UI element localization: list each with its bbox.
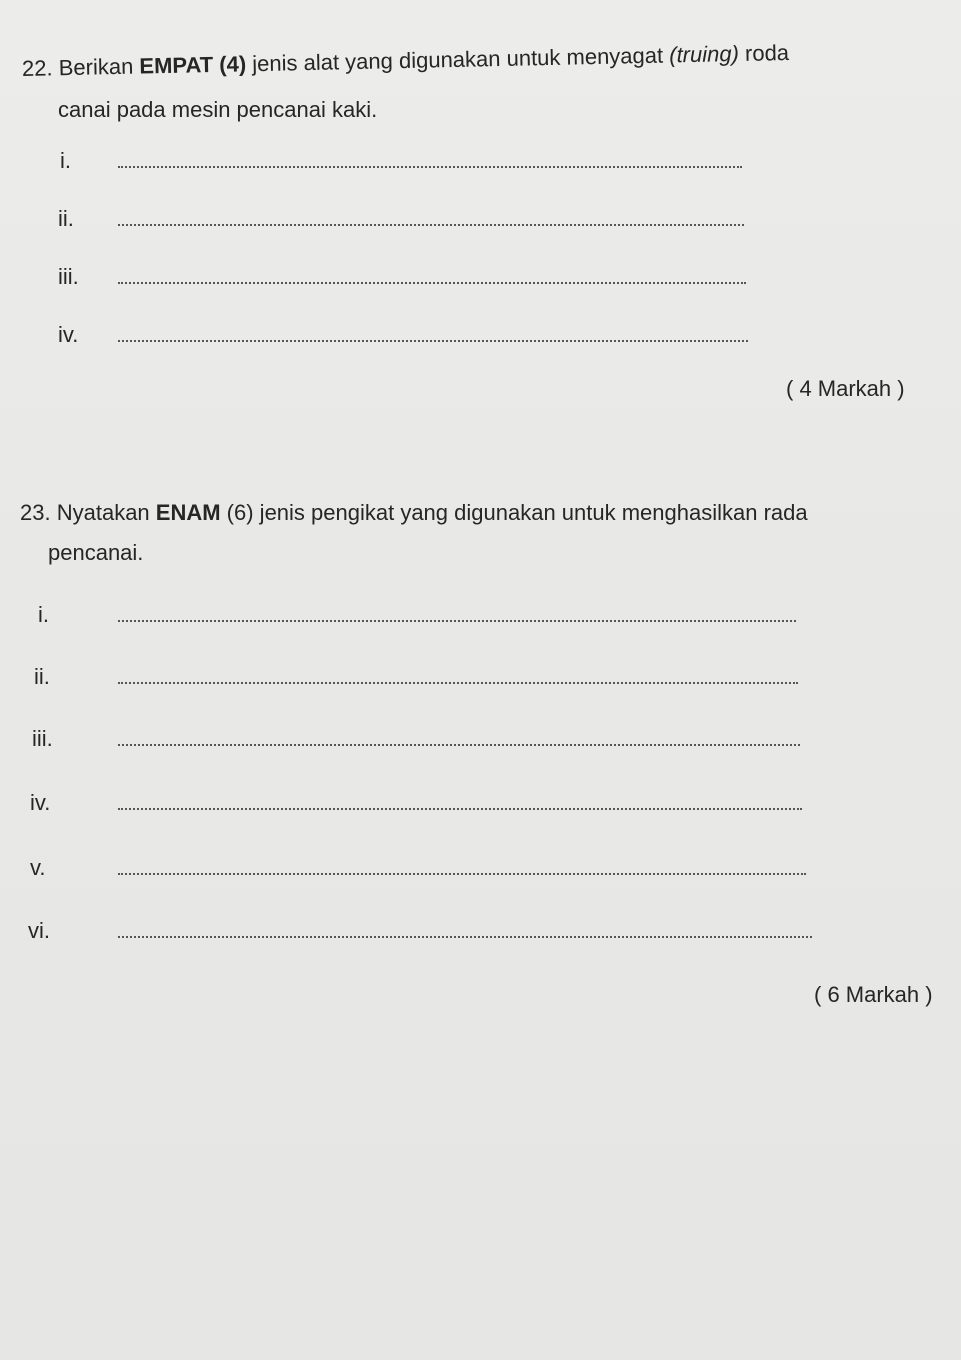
q23-item-2-answer-line[interactable] [118,682,798,684]
q23-item-5-answer-line[interactable] [118,873,806,875]
q22-item-3-answer-line[interactable] [118,282,746,284]
q23-number: 23. [20,500,51,525]
q22-text-italic: (truing) [668,40,740,68]
q22-text-a: Berikan [58,53,140,81]
q23-text-bold: ENAM [155,500,221,525]
q23-item-3-answer-line[interactable] [118,744,800,746]
q22-item-4-answer-line[interactable] [118,340,748,342]
q23-item-5-label: v. [30,855,46,880]
q22-text-line2: canai pada mesin pencanai kaki. [58,97,378,122]
q23-line1 [20,500,808,526]
q23-item-3-label: iii. [32,726,53,751]
q22-item-2-label: ii. [58,206,74,231]
q23-text-b: (6) jenis pengikat yang digunakan untuk menghasilkan rada [220,500,808,525]
q23-item-1-answer-line[interactable] [118,620,796,622]
q22-number: 22. [21,55,53,81]
q23-text-line2: pencanai. [48,540,144,565]
q23-line2 [48,540,143,566]
q22-item-2-answer-line[interactable] [118,224,744,226]
q22-marks: ( 4 Markah ) [786,376,905,401]
q23-item-1-label: i. [38,602,49,627]
q23-marks: ( 6 Markah ) [814,982,933,1007]
q22-item-4-label: iv. [58,322,79,347]
q22-text-c: roda [738,39,790,66]
q23-item-4-answer-line[interactable] [118,808,802,810]
q23-item-4-label: iv. [30,790,51,815]
q22-text-b: jenis alat yang digunakan untuk menyagat [245,42,670,77]
q23-item-6-answer-line[interactable] [118,936,812,938]
q22-line1 [22,40,790,82]
q22-line2 [58,97,377,123]
q22-item-3-label: iii. [58,264,79,289]
q22-item-1-answer-line[interactable] [118,166,742,168]
q23-item-6-label: vi. [28,918,50,943]
q23-item-2-label: ii. [34,664,50,689]
q22-item-1-label: i. [60,148,71,173]
q22-text-bold: EMPAT (4) [139,51,247,79]
q23-text-a: Nyatakan [56,500,156,525]
